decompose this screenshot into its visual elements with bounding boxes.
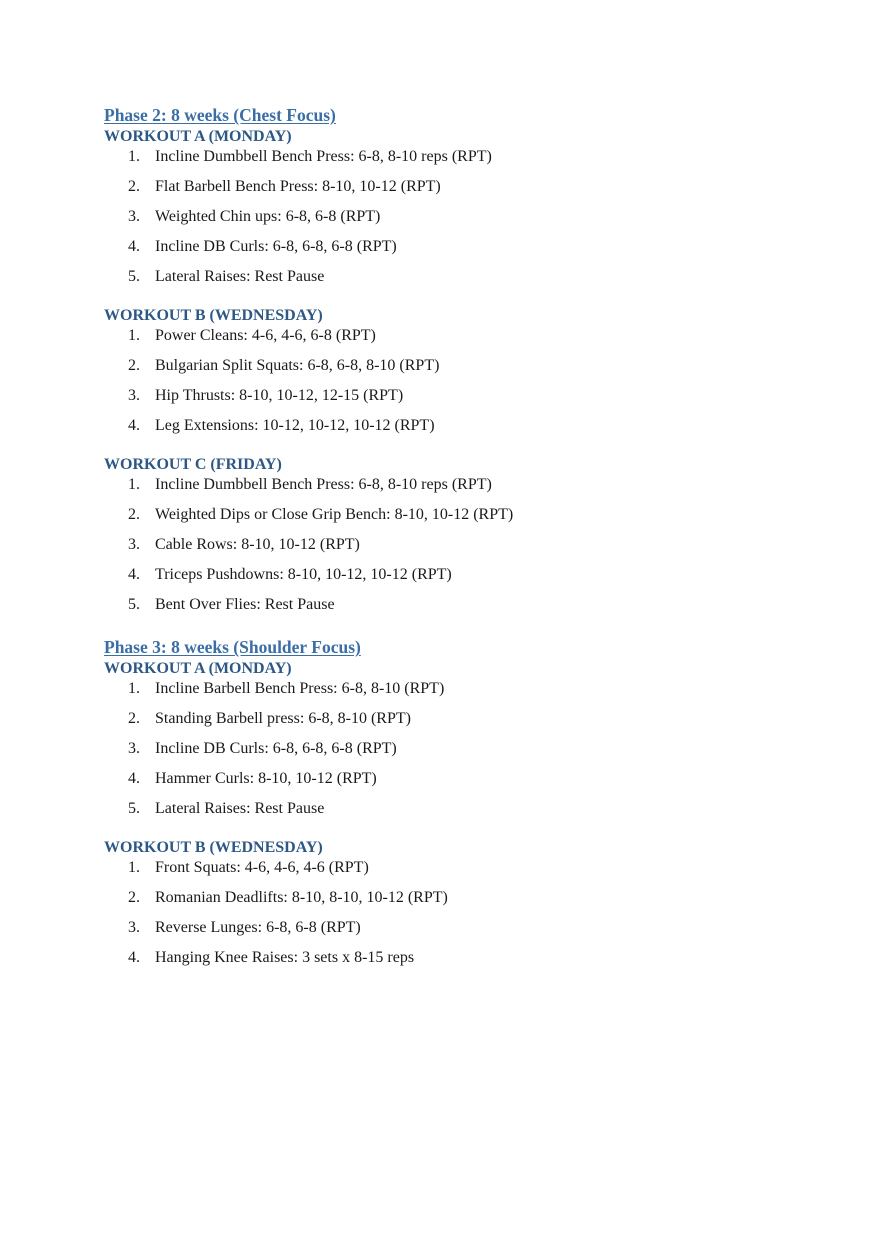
list-number: 3. <box>128 919 140 936</box>
workout-heading: WORKOUT A (MONDAY) <box>104 128 292 145</box>
list-number: 2. <box>128 506 140 523</box>
list-number: 1. <box>128 859 140 876</box>
exercise-text: Weighted Dips or Close Grip Bench: 8-10, 10-12 (RPT) <box>155 506 514 523</box>
list-number: 4. <box>128 566 140 583</box>
exercise-text: Leg Extensions: 10-12, 10-12, 10-12 (RPT) <box>155 417 435 434</box>
exercise-item <box>104 386 804 406</box>
exercise-item <box>104 505 804 525</box>
exercise-item <box>104 888 804 908</box>
exercise-text: Weighted Chin ups: 6-8, 6-8 (RPT) <box>155 208 381 225</box>
exercise-text: Cable Rows: 8-10, 10-12 (RPT) <box>155 536 360 553</box>
document-content <box>104 103 804 968</box>
list-number: 1. <box>128 327 140 344</box>
exercise-text: Reverse Lunges: 6-8, 6-8 (RPT) <box>155 919 361 936</box>
exercise-text: Incline DB Curls: 6-8, 6-8, 6-8 (RPT) <box>155 740 397 757</box>
list-number: 4. <box>128 770 140 787</box>
exercise-list <box>104 475 804 615</box>
list-number: 2. <box>128 889 140 906</box>
list-number: 3. <box>128 208 140 225</box>
section-spacer <box>104 615 804 635</box>
list-number: 1. <box>128 476 140 493</box>
phase-heading[interactable]: Phase 2: 8 weeks (Chest Focus) <box>104 105 336 125</box>
exercise-list <box>104 147 804 287</box>
exercise-item <box>104 535 804 555</box>
exercise-item <box>104 416 804 436</box>
exercise-text: Bulgarian Split Squats: 6-8, 6-8, 8-10 (RPT) <box>155 357 440 374</box>
list-number: 3. <box>128 387 140 404</box>
exercise-item <box>104 948 804 968</box>
exercise-text: Lateral Raises: Rest Pause <box>155 268 325 285</box>
workout-heading: WORKOUT B (WEDNESDAY) <box>104 307 323 324</box>
list-number: 3. <box>128 536 140 553</box>
exercise-item <box>104 858 804 878</box>
exercise-text: Power Cleans: 4-6, 4-6, 6-8 (RPT) <box>155 327 376 344</box>
exercise-item <box>104 739 804 759</box>
workout-heading: WORKOUT B (WEDNESDAY) <box>104 839 323 856</box>
workout-block <box>104 306 804 436</box>
exercise-text: Incline Dumbbell Bench Press: 6-8, 8-10 reps (RPT) <box>155 476 492 493</box>
exercise-item <box>104 769 804 789</box>
phase-section <box>104 103 804 615</box>
list-number: 4. <box>128 238 140 255</box>
list-number: 2. <box>128 710 140 727</box>
exercise-text: Hammer Curls: 8-10, 10-12 (RPT) <box>155 770 377 787</box>
workout-heading: WORKOUT A (MONDAY) <box>104 660 292 677</box>
section-spacer <box>104 287 804 306</box>
exercise-text: Incline Barbell Bench Press: 6-8, 8-10 (RPT) <box>155 680 445 697</box>
section-spacer <box>104 819 804 838</box>
exercise-item <box>104 356 804 376</box>
exercise-text: Incline Dumbbell Bench Press: 6-8, 8-10 reps (RPT) <box>155 148 492 165</box>
exercise-item <box>104 565 804 585</box>
exercise-item <box>104 237 804 257</box>
list-number: 3. <box>128 740 140 757</box>
exercise-list <box>104 858 804 968</box>
list-number: 2. <box>128 357 140 374</box>
exercise-text: Flat Barbell Bench Press: 8-10, 10-12 (RPT) <box>155 178 441 195</box>
exercise-item <box>104 207 804 227</box>
exercise-text: Triceps Pushdowns: 8-10, 10-12, 10-12 (RPT) <box>155 566 452 583</box>
exercise-list <box>104 326 804 436</box>
exercise-text: Standing Barbell press: 6-8, 8-10 (RPT) <box>155 710 411 727</box>
exercise-text: Front Squats: 4-6, 4-6, 4-6 (RPT) <box>155 859 369 876</box>
exercise-text: Incline DB Curls: 6-8, 6-8, 6-8 (RPT) <box>155 238 397 255</box>
exercise-item <box>104 177 804 197</box>
list-number: 1. <box>128 148 140 165</box>
exercise-item <box>104 147 804 167</box>
exercise-list <box>104 679 804 819</box>
phase-section <box>104 635 804 968</box>
list-number: 5. <box>128 268 140 285</box>
exercise-item <box>104 267 804 287</box>
exercise-item <box>104 326 804 346</box>
exercise-item <box>104 595 804 615</box>
exercise-item <box>104 475 804 495</box>
list-number: 4. <box>128 417 140 434</box>
exercise-item <box>104 918 804 938</box>
workout-block <box>104 455 804 615</box>
list-number: 4. <box>128 949 140 966</box>
workout-block <box>104 127 804 287</box>
list-number: 5. <box>128 800 140 817</box>
exercise-item <box>104 679 804 699</box>
exercise-text: Hanging Knee Raises: 3 sets x 8-15 reps <box>155 949 415 966</box>
exercise-text: Romanian Deadlifts: 8-10, 8-10, 10-12 (RPT) <box>155 889 448 906</box>
exercise-item <box>104 709 804 729</box>
exercise-text: Bent Over Flies: Rest Pause <box>155 596 335 613</box>
list-number: 2. <box>128 178 140 195</box>
list-number: 5. <box>128 596 140 613</box>
workout-block <box>104 838 804 968</box>
workout-heading: WORKOUT C (FRIDAY) <box>104 456 282 473</box>
exercise-text: Lateral Raises: Rest Pause <box>155 800 325 817</box>
section-spacer <box>104 436 804 455</box>
phase-heading[interactable]: Phase 3: 8 weeks (Shoulder Focus) <box>104 637 361 657</box>
workout-block <box>104 659 804 819</box>
list-number: 1. <box>128 680 140 697</box>
exercise-text: Hip Thrusts: 8-10, 10-12, 12-15 (RPT) <box>155 387 404 404</box>
exercise-item <box>104 799 804 819</box>
